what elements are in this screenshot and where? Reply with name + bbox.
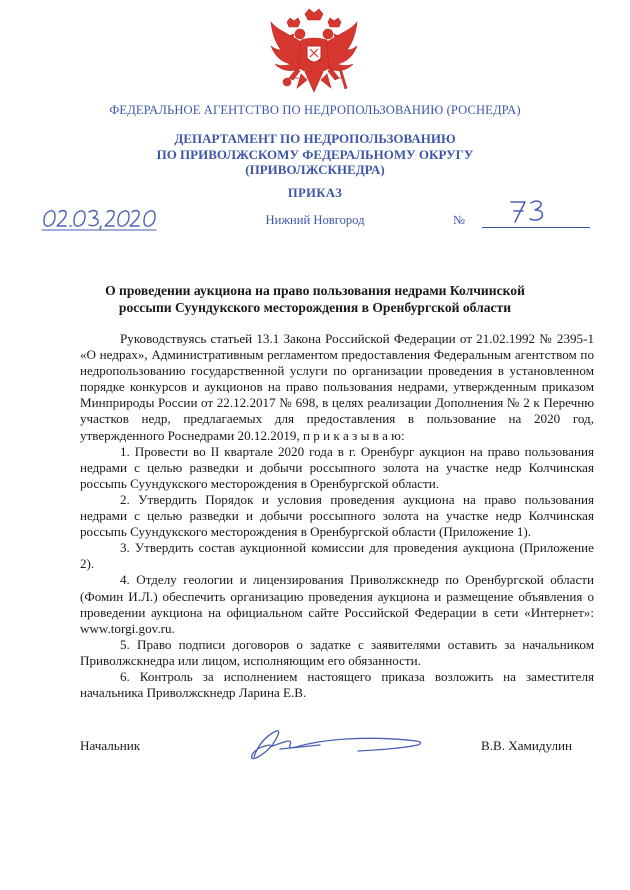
handwritten-signature — [240, 725, 450, 765]
number-underline — [482, 227, 590, 228]
order-item: 3. Утвердить состав аукционной комиссии для проведения аукциона (Приложение 2). — [80, 540, 594, 572]
order-item: 5. Право подписи договоров о задатке с заявителями оставить за начальником Приволжскнедра или лицом, исполняющим его обязанности. — [80, 636, 594, 668]
title-line: О проведении аукциона на право пользования недрами Колчинской — [105, 283, 525, 298]
agency-name: ФЕДЕРАЛЬНОЕ АГЕНТСТВО ПО НЕДРОПОЛЬЗОВАНИЮ (РОСНЕДРА) — [109, 103, 521, 117]
order-item: 4. Отделу геологии и лицензирования Приволжскнедр по Оренбургской области (Фомин И.Л.) обеспечить организацию проведения аукциона и размещение объявления о проведении аукциона на официальном сайте Российской Федерации в сети «Интернет»: www.torgi.gov.ru. — [80, 572, 594, 636]
order-item: 1. Провести во II квартале 2020 года в г. Оренбург аукцион на право пользования недрами с целью разведки и добычи россыпного золота на участке недр Колчинская россыпь Суундукского месторождения в Оренбургской области. — [80, 443, 594, 491]
city-name: Нижний Новгород — [265, 213, 365, 227]
order-item: 2. Утвердить Порядок и условия проведения аукциона на право пользования недрами с целью разведки и добычи россыпного золота на участке недр Колчинская россыпь Суундукского месторождения в Оренбургской области (Приложение 1). — [80, 491, 594, 540]
signatory-name: В.В. Хамидулин — [481, 738, 573, 753]
order-title — [40, 282, 590, 316]
department-line: ДЕПАРТАМЕНТ ПО НЕДРОПОЛЬЗОВАНИЮ — [174, 131, 456, 146]
handwritten-number — [505, 196, 555, 226]
department-name — [0, 131, 630, 178]
preamble-paragraph: Руководствуясь статьей 13.1 Закона Российской Федерации от 21.02.1992 № 2395-1 «О недрах», Административным регламентом предоставления Федеральным агентством по недропользованию государственной услуги по организации проведения в установленном порядке конкурсов и аукционов на право пользования недрами, утвержденным приказом Минприроды России от 22.12.2017 № 698, в целях реализации Дополнения № 2 к Перечню участков недр, предлагаемых для предоставления в пользование на 2020 год, утвержденного Роснедрами 20.12.2019, п р и к а з ы в а ю: — [80, 331, 594, 443]
order-body — [80, 331, 594, 701]
signatory-position: Начальник — [80, 738, 141, 753]
department-line: (ПРИВОЛЖСКНЕДРА) — [245, 162, 385, 177]
document-type: ПРИКАЗ — [287, 186, 343, 200]
order-item: 6. Контроль за исполнением настоящего приказа возложить на заместителя начальника Приволжскнедр Ларина Е.В. — [80, 668, 594, 701]
coat-of-arms-icon — [267, 8, 361, 100]
title-line: россыпи Суундукского месторождения в Оренбургской области — [118, 300, 512, 315]
number-sign: № — [453, 213, 466, 227]
department-line: ПО ПРИВОЛЖСКОМУ ФЕДЕРАЛЬНОМУ ОКРУГУ — [156, 146, 474, 162]
